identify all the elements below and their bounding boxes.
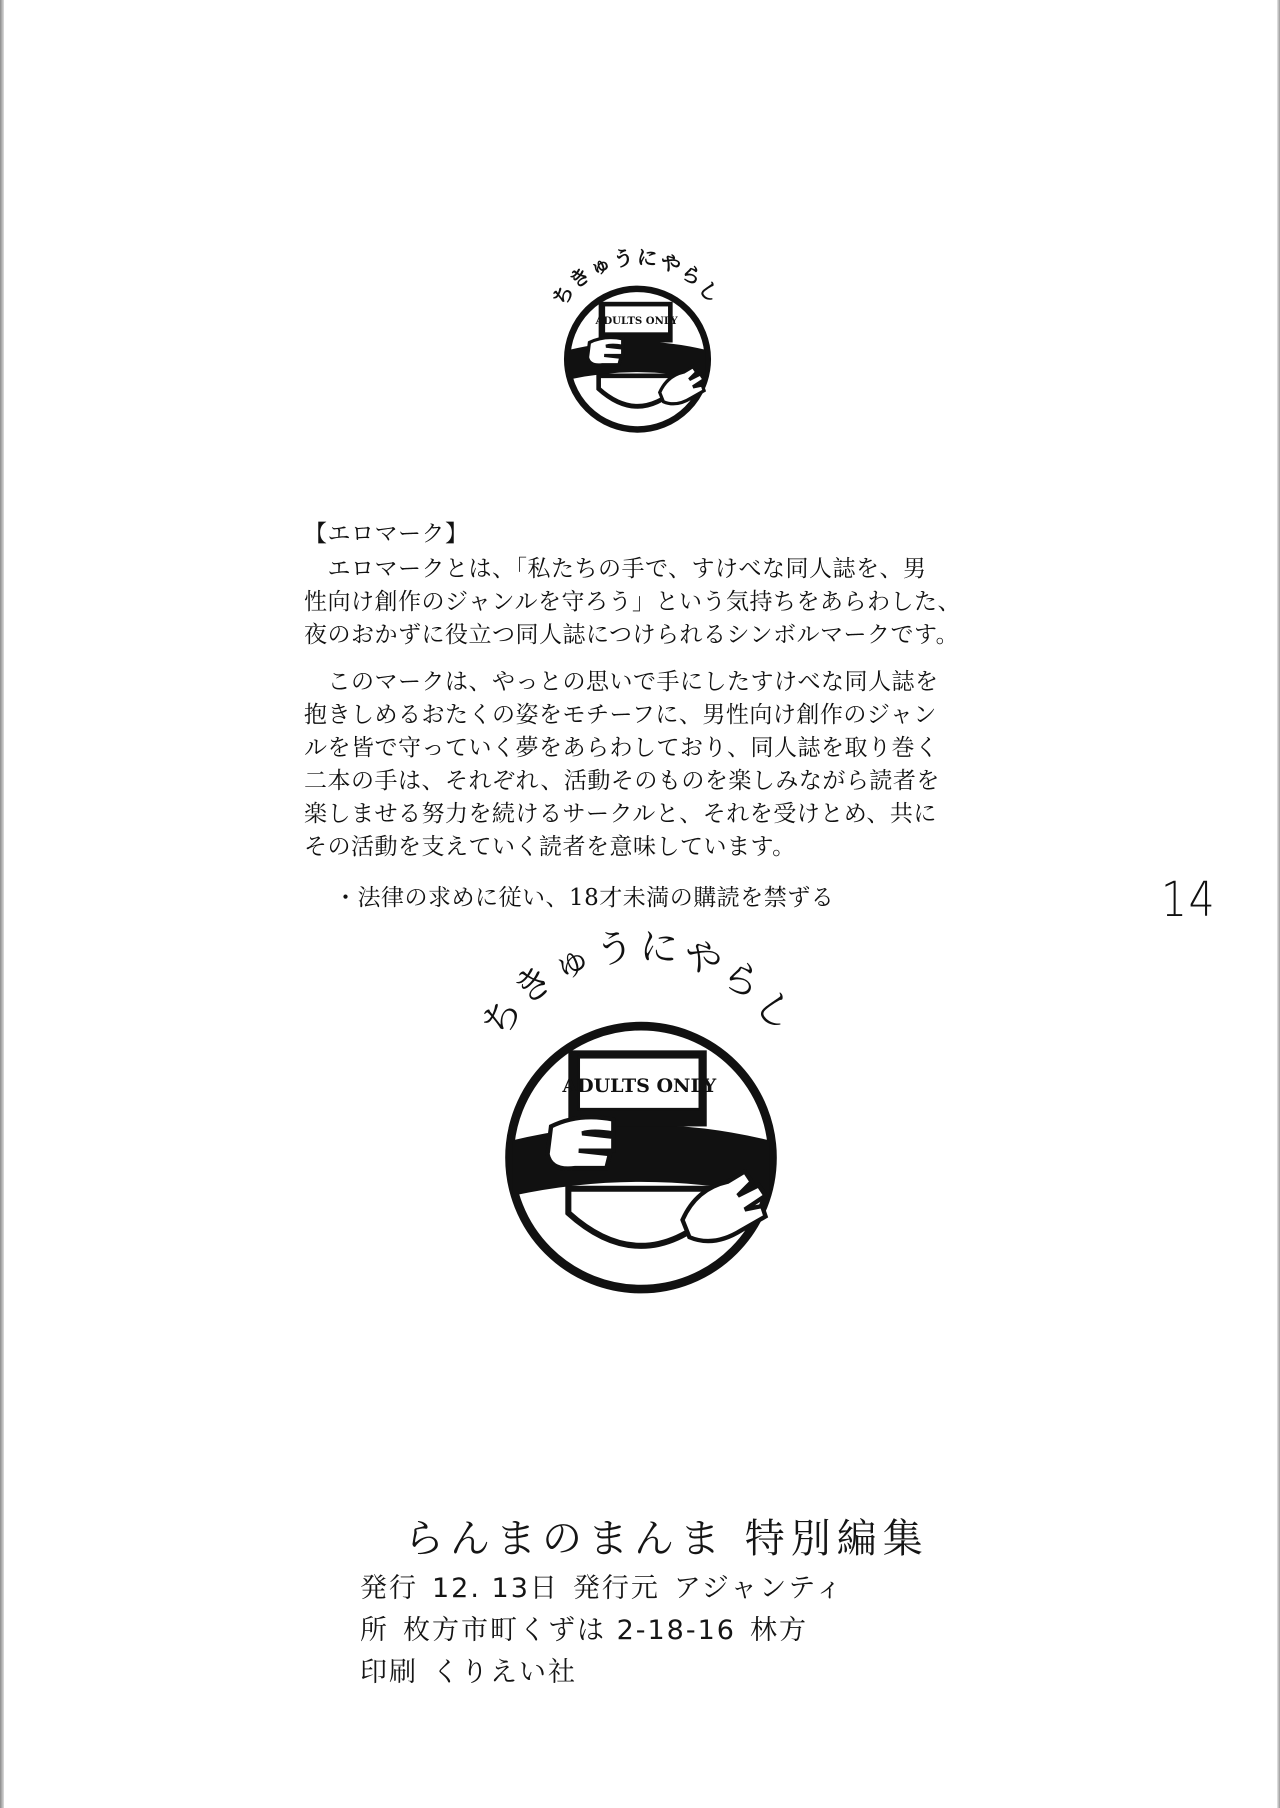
page-number: 14 [1161, 872, 1217, 928]
emblem-arc-text: ちきゅうにやらしい [533, 231, 726, 311]
publisher-name: アジャンティ [673, 1573, 845, 1604]
article-paragraph-2: このマークは、やっとの思いで手にしたすけべな同人誌を 抱きしめるおたくの姿をモチーフに、男性向け創作のジャン ルを皆で守っていく夢をあらわしており、同人誌を取り巻く 二本の手は、それぞれ、活動そのものを楽しみながら読者を 楽しませる努力を続けるサークルと、それを受けとめ、共に その活動を支えていく読者を意味しています。 [304, 669, 940, 860]
colophon [360, 1510, 1000, 1694]
article-heading: 【エロマーク】 [304, 521, 469, 547]
article-paragraph-1: エロマークとは、「私たちの手で、すけべな同人誌を、男 性向け創作のジャンルを守ろう」という気持ちをあらわした、 夜のおかずに役立つ同人誌につけられるシンボルマークです。 [304, 556, 961, 648]
printer-name: くりえい社 [432, 1657, 577, 1688]
book-title: らんまのまんま 特別編集 [404, 1516, 929, 1562]
issued-label: 発行 [360, 1573, 418, 1604]
book-label: ADULTS ONLY [595, 315, 678, 327]
printer-label: 印刷 [360, 1657, 418, 1688]
left-hand-icon [588, 338, 623, 365]
erotic-mark-article [304, 518, 1024, 915]
address-name: 林方 [749, 1615, 808, 1646]
colophon-address-line [360, 1610, 1000, 1652]
book-label: ADULTS ONLY [562, 1074, 717, 1097]
colophon-issue-line [360, 1568, 1000, 1610]
colophon-printer-line [360, 1652, 1000, 1694]
age-restriction-note: ・法律の求めに従い、18才未満の購読を禁ずる [334, 885, 835, 911]
issued-date: 12. 13日 [432, 1573, 559, 1604]
emblem-arc-text: ちきゅうにやらしい [447, 915, 806, 1046]
adults-only-emblem-small [533, 231, 730, 435]
page-edge-left [0, 0, 4, 1808]
address-label: 所 [360, 1615, 389, 1646]
book-icon [561, 1050, 716, 1126]
publisher-label: 発行元 [572, 1573, 660, 1604]
address: 枚方市町くずは 2-18-16 [403, 1615, 736, 1646]
adults-only-emblem-large [447, 915, 814, 1296]
left-hand-icon [548, 1117, 614, 1168]
